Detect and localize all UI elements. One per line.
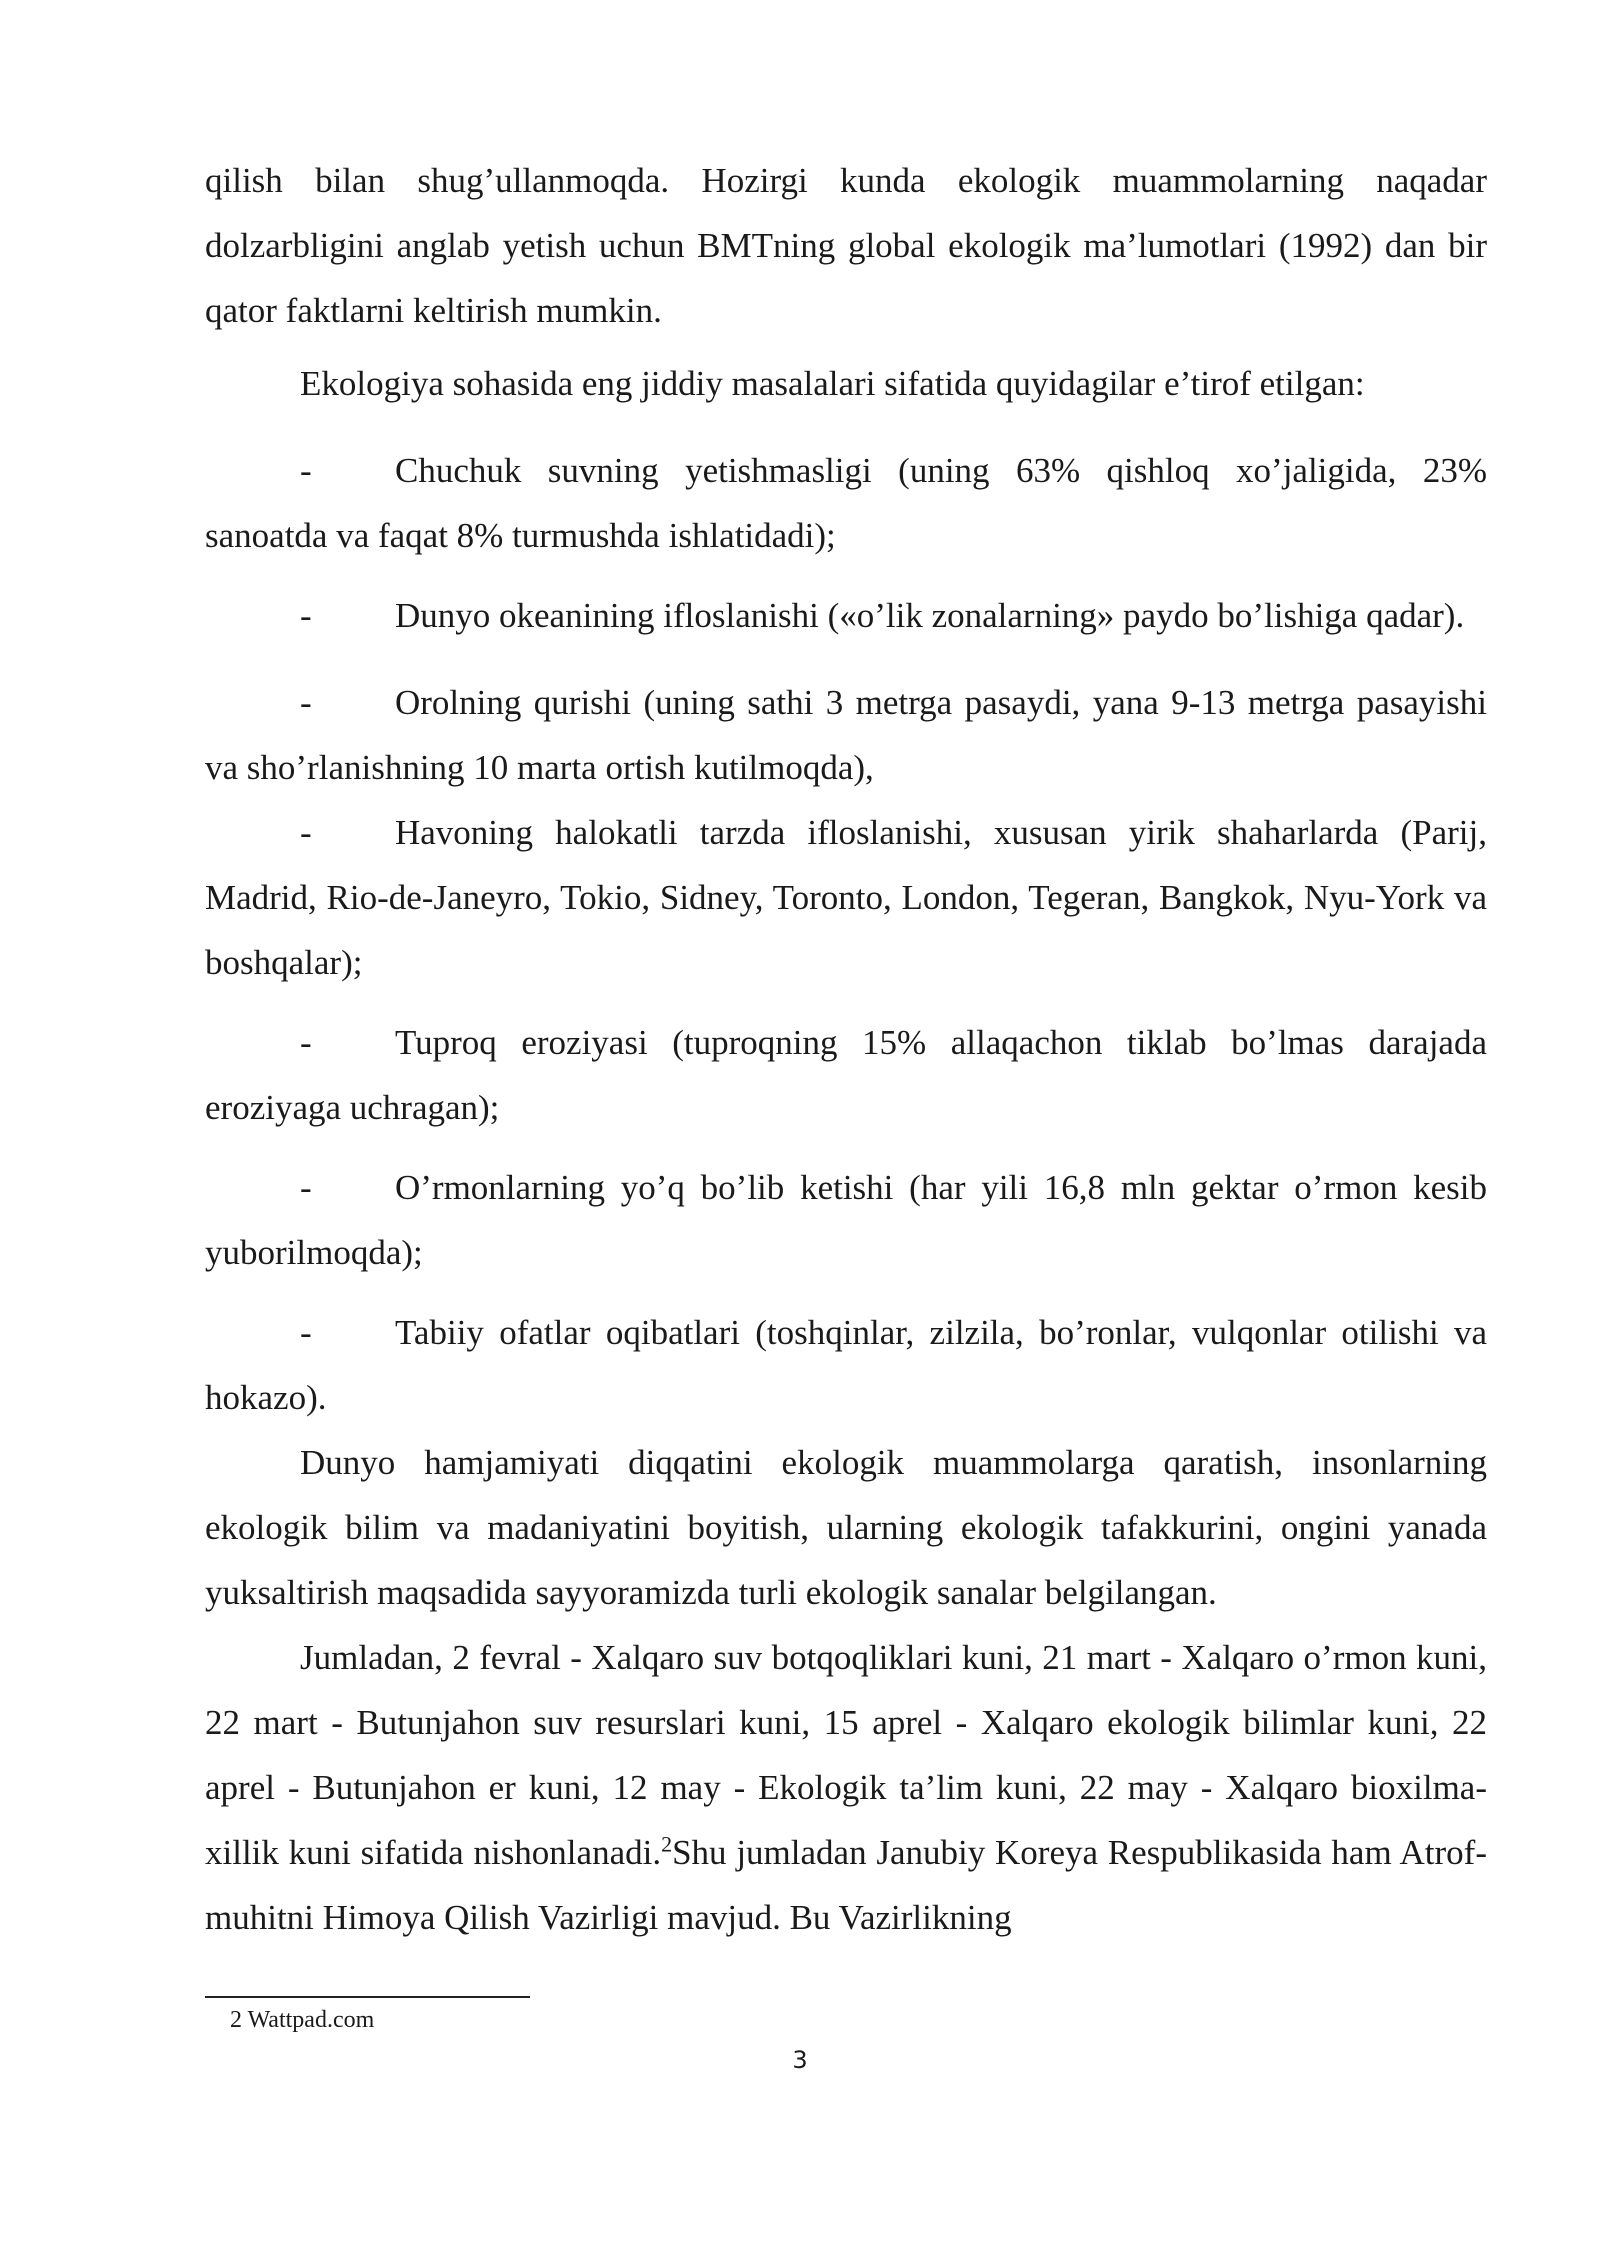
paragraph-list-lead: Ekologiya sohasida eng jiddiy masalalari sifatida quyidagilar e’tirof etilgan: [300, 364, 1365, 403]
list-dash: - [300, 1313, 312, 1352]
list-item: - O’rmonlarning yo’q bo’lib ketishi (har yili 16,8 mln gektar o’rmon kesib yuborilmoqda); [205, 1155, 1487, 1285]
list-item: - Tabiiy ofatlar oqibatlari (toshqinlar, zilzila, bo’ronlar, vulqonlar otilishi va hokazo). [205, 1300, 1487, 1430]
footnote: 2 Wattpad.com [230, 2007, 375, 2033]
list-item: - Havoning halokatli tarzda ifloslanishi, xususan yirik shaharlarda (Parij, Madrid, Rio-de-Janeyro, Tokio, Sidney, Toronto, London, Tegeran, Bangkok, Nyu-York va boshqalar); [205, 800, 1487, 995]
list-dash: - [300, 1023, 312, 1062]
paragraph-ecological-dates: Jumladan, 2 fevral - Xalqaro suv botqoqliklari kuni, 21 mart - Xalqaro o’rmon kuni, 22 mart - Butunjahon suv resurslari kuni, 15 aprel - Xalqaro ekologik bilimlar kuni, 22 aprel - Butunjahon er kuni, 12 may - Ekologik ta’lim kuni, 22 may - Xalqaro bioxilma-xillik kuni sifatida nishonlanadi.$^2$Shu jumladan Janubiy Koreya Respublikasida ham Atrof-muhitni Himoya Qilish Vazirligi mavjud. Bu Vazirlikning [205, 1638, 1487, 1937]
paragraph-dates-intro: Dunyo hamjamiyati diqqatini ekologik muammolarga qaratish, insonlarning ekologik bilim va madaniyatini boyitish, ularning ekologik tafakkurini, ongini yanada yuksaltirish maqsadida sayyoramizda turli ekologik sanalar belgilangan. [205, 1443, 1487, 1612]
document-page [205, 148, 1487, 1950]
list-item: - Tuproq eroziyasi (tuproqning 15% allaqachon tiklab bo’lmas darajada eroziyaga uchragan); [205, 1010, 1487, 1140]
list-dash: - [300, 596, 312, 635]
list-dash: - [300, 683, 312, 722]
list-item: - Orolning qurishi (uning sathi 3 metrga pasaydi, yana 9-13 metrga pasayishi va sho’rlanishning 10 marta ortish kutilmoqda), [205, 670, 1487, 800]
list-item: - Chuchuk suvning yetishmasligi (uning 63% qishloq xo’jaligida, 23% sanoatda va faqat 8% turmushda ishlatidadi); [205, 438, 1487, 568]
list-dash: - [300, 1168, 312, 1207]
list-dash: - [300, 813, 312, 852]
paragraph-intro: qilish bilan shug’ullanmoqda. Hozirgi kunda ekologik muammolarning naqadar dolzarbligini anglab yetish uchun BMTning global ekologik ma’lumotlari (1992) dan bir qator faktlarni keltirish mumkin. [205, 161, 1487, 330]
list-item: - Dunyo okeanining ifloslanishi («o’lik zonalarning» paydo bo’lishiga qadar). [205, 583, 1487, 648]
page-number: 3 [792, 2046, 808, 2074]
footnote-reference[interactable]: 2 [661, 1831, 673, 1857]
footnote-separator [205, 1996, 530, 1998]
list-dash: - [300, 451, 312, 490]
